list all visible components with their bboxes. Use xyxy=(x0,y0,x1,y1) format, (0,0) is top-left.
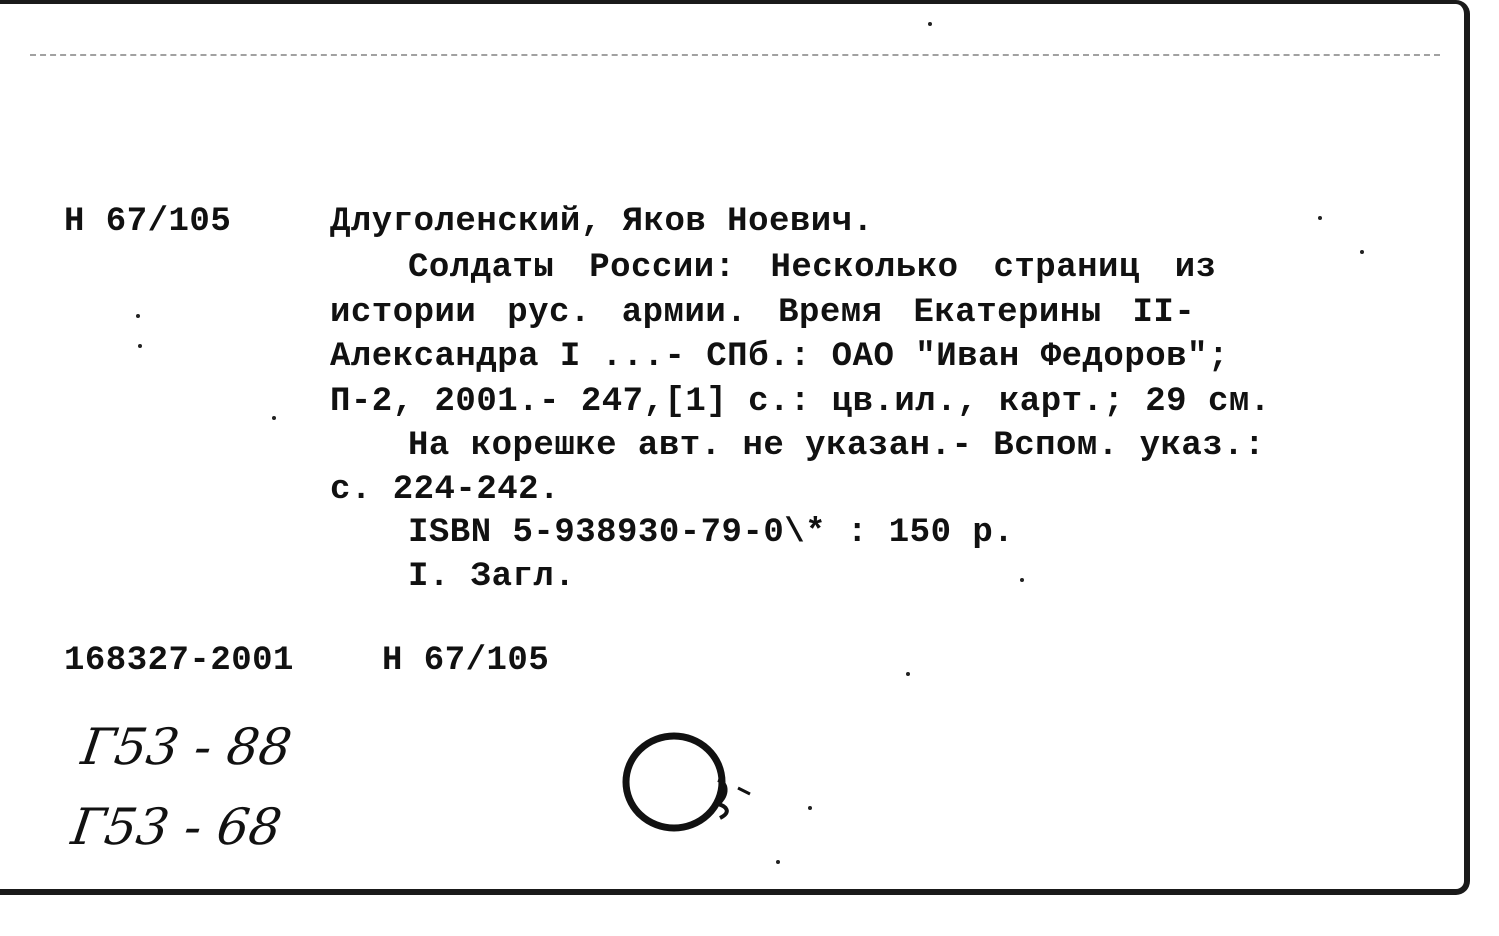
description-line-1: Солдаты России: Несколько страниц из xyxy=(408,249,1217,287)
handwritten-note-1: Г53 - 88 xyxy=(77,718,296,776)
handwritten-note-2: Г53 - 68 xyxy=(67,798,286,856)
speck xyxy=(1360,250,1364,254)
inventory-number: 168327-2001 xyxy=(64,642,294,680)
isbn-line: ISBN 5-938930-79-0\* : 150 р. xyxy=(408,514,1015,552)
speck xyxy=(136,314,140,318)
speck xyxy=(776,860,780,864)
speck xyxy=(906,672,910,676)
description-line-3: Александра I ...- СПб.: ОАО "Иван Федоров"; xyxy=(330,338,1229,376)
speck xyxy=(138,344,142,348)
hand-drawn-circle-mark xyxy=(622,732,762,842)
speck xyxy=(928,22,932,26)
note-line-1: На корешке авт. не указан.- Вспом. указ.: xyxy=(408,427,1266,465)
description-line-2: истории рус. армии. Время Екатерины II- xyxy=(330,294,1196,332)
speck xyxy=(1020,578,1024,582)
call-number: Н 67/105 xyxy=(64,203,232,241)
speck xyxy=(1318,216,1322,220)
note-line-2: с. 224-242. xyxy=(330,471,560,509)
speck xyxy=(272,416,276,420)
author-heading: Длуголенский, Яков Ноевич. xyxy=(330,203,874,241)
description-line-4: П-2, 2001.- 247,[1] с.: цв.ил., карт.; 29 см. xyxy=(330,383,1271,421)
speck xyxy=(808,806,812,810)
inventory-call-number: Н 67/105 xyxy=(382,642,550,680)
tracing: I. Загл. xyxy=(408,558,576,596)
top-dashed-rule xyxy=(30,54,1440,56)
